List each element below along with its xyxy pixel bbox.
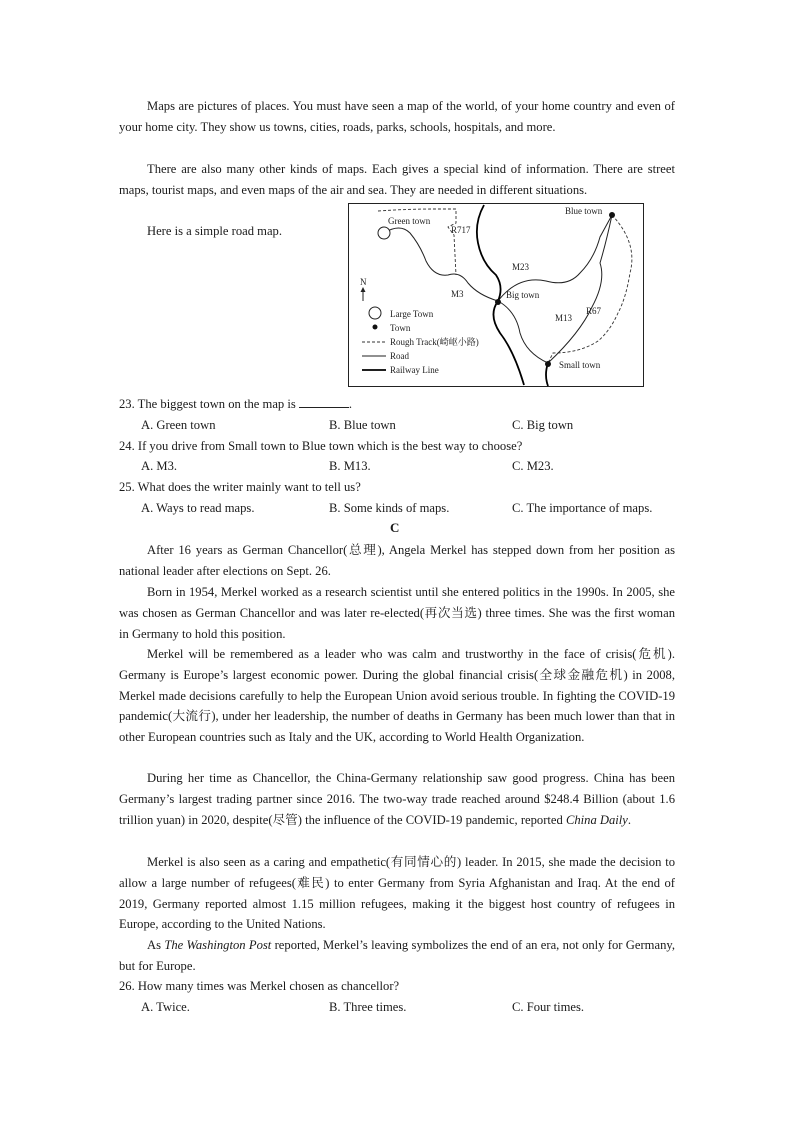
answer-blank[interactable] [299, 395, 349, 408]
question-26: 26. How many times was Merkel chosen as chancellor? [119, 979, 400, 993]
question-25-options [141, 498, 681, 518]
legend-large-town: Large Town [390, 309, 434, 319]
question-24-options [141, 456, 681, 476]
source-china-daily: China Daily [565, 812, 628, 827]
label-blue-town: Blue town [565, 206, 603, 216]
option-a[interactable]: A. Twice. [141, 1000, 190, 1014]
option-a[interactable]: A. Ways to read maps. [141, 501, 255, 515]
passage-c-para4: During her time as Chancellor, the China-Germany relationship saw good progress. China has been Germany’s largest trading partner since 2016. The two-way trade reached around $248.4 Billion (about 1.6 trillion yuan) in 2020, despite(尽管) the influence of the COVID-19 pandemic, reported China Daily. [119, 771, 675, 827]
section-c-heading: C [390, 520, 400, 535]
option-c[interactable]: C. The importance of maps. [512, 501, 653, 515]
label-r717: R717 [451, 225, 471, 235]
passage-b-para1: Maps are pictures of places. You must have seen a map of the world, of your home country and even of your home city. They show us towns, cities, roads, parks, schools, hospitals, and more. [119, 99, 675, 134]
passage-c-para6: As The Washington Post reported, Merkel’s leaving symbolizes the end of an era, not only for Germany, but for Europe. [119, 938, 675, 973]
legend-town-icon [373, 325, 378, 330]
label-r67: R67 [586, 306, 602, 316]
passage-c-para5: Merkel is also seen as a caring and empathetic(有同情心的) leader. In 2015, she made the decision to allow a large number of refugees(难民) to enter Germany from Syria Afghanistan and Iraq. At the end of 2019, Germany reported almost 1.15 million refugees, making it the biggest host country of refugees in Europe, according to the United Nations. [119, 855, 675, 932]
option-c[interactable]: C. Four times. [512, 1000, 585, 1014]
option-b[interactable]: B. M13. [329, 459, 371, 473]
option-c[interactable]: C. Big town [512, 418, 574, 432]
legend-rough-track: Rough Track(崎岖小路) [390, 337, 479, 347]
option-c[interactable]: C. M23. [512, 459, 554, 473]
label-green-town: Green town [388, 216, 431, 226]
option-a[interactable]: A. Green town [141, 418, 216, 432]
passage-c-para3: Merkel will be remembered as a leader who was calm and trustworthy in the face of crisis(危机). Germany is Europe’s largest economic power. During the global financial crisis(全球金融危机) in 2008, Merkel made decisions carefully to help the European Union avoid serious trouble. In fighting the COVID-19 pandemic(大流行), under her leadership, the number of deaths in Germany has been much lower than that in other European countries such as Italy and the UK, according to World Health Organization. [119, 647, 675, 745]
green-town-marker [378, 227, 390, 239]
label-m3: M3 [451, 289, 464, 299]
big-town-marker [495, 299, 501, 305]
source-washington-post: The Washington Post [164, 938, 272, 952]
blue-town-marker [609, 212, 615, 218]
option-b[interactable]: B. Blue town [329, 418, 396, 432]
label-big-town: Big town [506, 290, 540, 300]
legend-road: Road [390, 351, 409, 361]
label-m13: M13 [555, 313, 573, 323]
question-25: 25. What does the writer mainly want to tell us? [119, 480, 361, 494]
north-label: N [360, 277, 367, 287]
option-a[interactable]: A. M3. [141, 459, 178, 473]
label-small-town: Small town [559, 360, 601, 370]
small-town-marker [545, 361, 551, 367]
legend-large-town-icon [369, 307, 381, 319]
passage-b-para2: There are also many other kinds of maps. Each gives a special kind of information. There are street maps, tourist maps, and even maps of the air and sea. They are needed in different situations. [119, 162, 675, 197]
question-26-options [141, 997, 681, 1017]
legend-railway: Railway Line [390, 365, 439, 375]
question-24: 24. If you drive from Small town to Blue town which is the best way to choose? [119, 439, 523, 453]
question-23-options [141, 415, 681, 435]
passage-b-para3: Here is a simple road map. [147, 224, 282, 238]
passage-c-para2: Born in 1954, Merkel worked as a research scientist until she entered politics in the 1990s. In 2005, she was chosen as German Chancellor and was later re-elected(再次当选) three times. She was the first woman in Germany to hold this position. [119, 585, 675, 641]
option-b[interactable]: B. Three times. [329, 1000, 407, 1014]
legend-town: Town [390, 323, 411, 333]
label-m23: M23 [512, 262, 530, 272]
passage-c-para1: After 16 years as German Chancellor(总理), Angela Merkel has stepped down from her position as national leader after elections on Sept. 26. [119, 543, 675, 578]
option-b[interactable]: B. Some kinds of maps. [329, 501, 450, 515]
question-23: 23. The biggest town on the map is . [119, 397, 353, 411]
road-map [348, 203, 644, 387]
